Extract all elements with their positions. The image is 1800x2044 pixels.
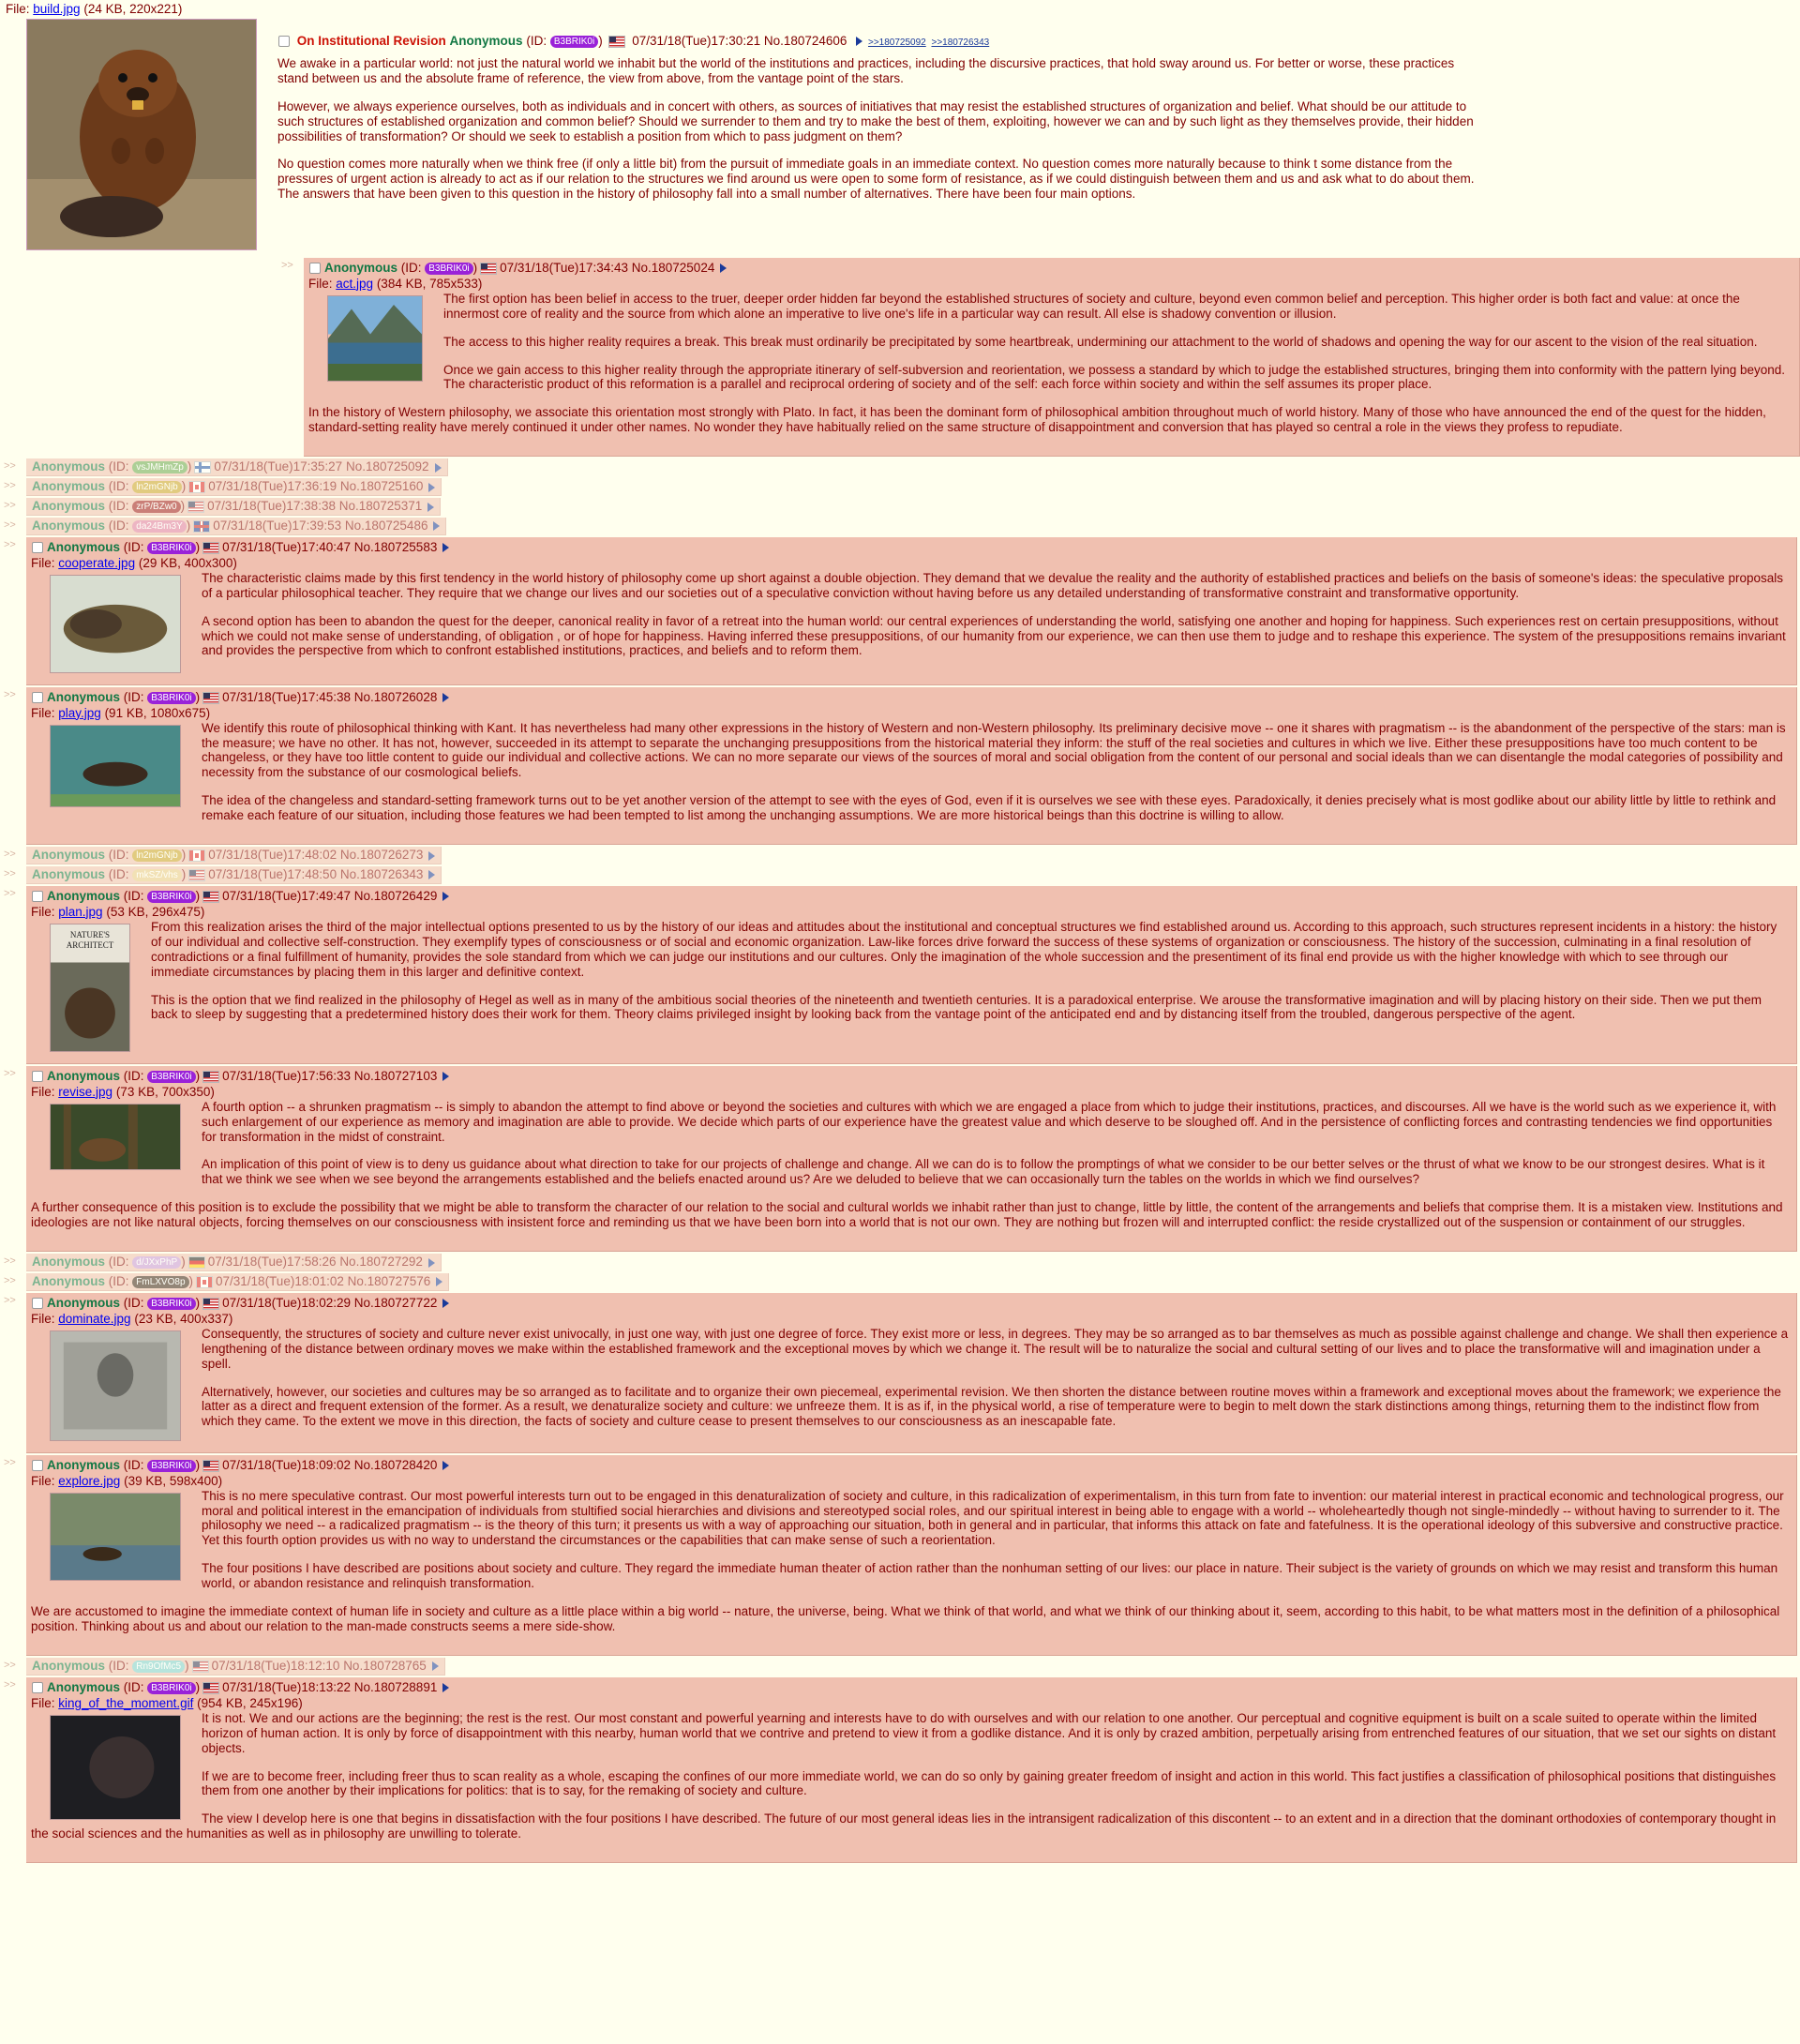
reply-row [0,537,1800,685]
poster-id[interactable]: B3BRIK0i [147,1682,195,1694]
post-thumbnail[interactable] [50,1493,181,1581]
select-checkbox[interactable] [309,263,321,274]
post-paragraph: This is the option that we find realized in the philosophy of Hegel as well as in many of the ambitious social theories of the nineteenth and twentieth centuries. It is a paradoxical enterprise. We arouse the transformative imagination and will by placing history on their side. Then we put them back to sleep by suggesting that a predetermined history does their work for them. Theory claims privileged insight by looking back from the vantage point of the anticipated end and by distancing itself from the troubled, dangerous perspective of the agent. [151,992,1762,1022]
reply-header: Anonymous (ID: vsJMHmZp ) 07/31/18(Tue)17:35:27 No.180725092 [32,459,442,474]
reply-header: Anonymous (ID: B3BRIK0i ) 07/31/18(Tue)18:13:22 No.180728891 [31,1680,1789,1695]
post-message [308,292,1792,448]
reply-post [26,1293,1797,1453]
poster-name: Anonymous [47,539,121,554]
file-info: File: king_of_the_moment.gif (954 KB, 245x196) [31,1695,303,1710]
select-checkbox[interactable] [32,692,43,703]
post-message [31,721,1789,837]
file-info: File: revise.jpg (73 KB, 700x350) [31,1084,215,1099]
gb-flag-icon [193,520,210,533]
poster-id[interactable]: B3BRIK0i [147,1071,195,1083]
hidden-reply [26,1658,445,1676]
post-menu-arrow-icon[interactable] [442,892,449,901]
hidden-reply [26,498,441,516]
file-link[interactable]: explore.jpg [58,1473,121,1488]
poster-id[interactable]: vsJMHmZp [132,461,188,473]
select-checkbox[interactable] [32,1071,43,1082]
us-flag-icon [202,891,219,903]
file-link[interactable]: plan.jpg [58,904,103,919]
post-paragraph: The four positions I have described are positions about society and culture. They regard the immediate human theater of action rather than the nonhuman setting of our lives: our place in nature. Their subject is the variety of grounds on which we may resist and transform this human world, or abandon resistance and relinquish transformation. [202,1561,1778,1591]
reply-post [26,1455,1797,1656]
reply-arrows: >> [4,868,16,880]
post-paragraph: We are accustomed to imagine the immediate context of human life in society and culture as a little place within a big world -- nature, the universe, being. What we think of that world, and what we think of our thinking about it, seem, according to this habit, to be what matters most in the definition of a philosophical position. Thinking about us and about our relation to the man-made constructs seems a mere side-show. [31,1604,1780,1634]
post-paragraph: An implication of this point of view is to deny us guidance about what direction to take for our projects of challenge and change. All we can do is to follow the promptings of what we consider to be our better selves or the thrust of what we know to be our strongest desires. What is it that we think we see when we see beyond the arrangements established and the beliefs enacted around us? Are we deluded to believe that we can occasionally turn the tables on the worlds in which we find ourselves? [202,1157,1765,1187]
us-flag-icon [202,1298,219,1310]
post-thumbnail[interactable] [50,1715,181,1820]
post-menu-arrow-icon[interactable] [442,1683,449,1692]
op-file-info: File: build.jpg (24 KB, 220x221) [6,2,183,16]
hidden-reply [26,458,448,476]
file-info: File: dominate.jpg (23 KB, 400x337) [31,1311,233,1326]
reply-arrows: >> [4,1067,16,1079]
reply-header: Anonymous (ID: B3BRIK0i ) 07/31/18(Tue)17:45:38 No.180726028 [31,690,1789,705]
poster-name: Anonymous [32,499,106,514]
reply-row [0,866,1800,884]
post-number[interactable]: No.180728420 [353,1457,438,1472]
reply-post [26,687,1797,845]
post-number[interactable]: No.180727576 [347,1274,431,1289]
file-info: File: plan.jpg (53 KB, 296x475) [31,904,205,919]
us-flag-icon [202,1071,219,1083]
post-datetime: 07/31/18(Tue)17:36:19 [208,479,338,494]
reply-arrows: >> [4,849,16,861]
post-number[interactable]: No.180725092 [345,459,429,474]
op-subject: On Institutional Revision [296,33,446,48]
reply-header: Anonymous (ID: zrP/BZw0 ) 07/31/18(Tue)17:38:38 No.180725371 [32,499,434,514]
post-message [31,1100,1789,1243]
post-paragraph: The first option has been belief in access to the truer, deeper order hidden far beyond the established structures of society and culture, beyond even common belief and perception. This higher order is both fact and value: at once the innermost core of reality and the source from which alone an imperative to live one's life in a particular way can result. All else is shadowy convention or illusion. [443,291,1740,321]
reply-header: Anonymous (ID: Rn9OfMc5 ) 07/31/18(Tue)18:12:10 No.180728765 [32,1659,439,1674]
reply-arrows: >> [4,1456,16,1468]
post-number[interactable]: No.180725160 [339,479,424,494]
post-menu-arrow-icon[interactable] [432,1661,439,1671]
hidden-reply [26,866,442,884]
reply-row [0,847,1800,864]
post-thumbnail[interactable] [50,1104,181,1170]
file-info: File: play.jpg (91 KB, 1080x675) [31,705,211,720]
ca-flag-icon [196,1276,213,1288]
reply-arrows: >> [4,519,16,531]
post-datetime: 07/31/18(Tue)17:48:50 [208,867,338,882]
reply-post [304,258,1800,457]
reply-row [0,1658,1800,1676]
reply-arrows: >> [281,259,293,271]
post-thumbnail[interactable] [327,295,423,382]
poster-name: Anonymous [32,1274,106,1289]
post-number[interactable]: No.180726273 [339,848,424,863]
post-datetime: 07/31/18(Tue)18:13:22 [222,1679,351,1694]
post-menu-arrow-icon[interactable] [436,1277,442,1286]
post-message [31,1711,1789,1855]
reply-arrows: >> [4,1660,16,1672]
op-paragraph: No question comes more naturally when we think free (if only a little bit) from the pursuit of immediate goals in an immediate context. No question comes more naturally because to think t some distance from the pressures of urgent action is already to act as if our relation to the structures we find around us were open to some form of resistance, as if we could distinguish between them and us and ask what to do about them. The answers that have been given to this question in the history of philosophy fall into a small number of alternatives. There have been four main options. [278,157,1475,202]
post-paragraph: In the history of Western philosophy, we associate this orientation most strongly with Plato. In fact, it has been the dominant form of philosophical ambition throughout much of world history. Many of those who have announced the end of the quest for the hidden, standard-setting reality have merely continued it under other names. No wonder they have habitually relied on the same structure of disappointment and conversion that has played so central a role in the views they profess to repudiate. [308,405,1766,435]
ca-flag-icon [188,849,205,862]
post-datetime: 07/31/18(Tue)17:35:27 [214,459,343,474]
reply-post [26,1066,1797,1252]
poster-name: Anonymous [324,260,398,275]
de-flag-icon [188,1256,205,1269]
post-menu-arrow-icon[interactable] [442,543,449,552]
post-number[interactable]: No.180725583 [353,539,438,554]
poster-name: Anonymous [32,867,106,882]
reply-header: Anonymous (ID: B3BRIK0i ) 07/31/18(Tue)17:49:47 No.180726429 [31,889,1789,904]
post-paragraph: From this realization arises the third of the major intellectual options presented to us by the history of our ideas and attitudes about the institutional and conceptual structures we find established around us. According to this approach, such structures represent incidents in a history: the history of our individual and collective self-construction. They exemplify types of consciousness or of social and economic organization. Law-like forces drive forward the success of these systems of organization or consciousness. The history of the succession, culminating in a final resolution of contradictions or a final fulfillment of humanity, provides the sole standard from which we can judge our institutions and our cultures. Only the imagination of the whole succession and the presentiment of its final end provide us with the higher knowledge with which to see through our immediate circumstances by placing them in this larger and definitive context. [151,919,1778,979]
post-paragraph: The idea of the changeless and standard-setting framework turns out to be yet another version of the attempt to see with the eyes of God, even if it is ourselves we see with these eyes. Paradoxically, it denies precisely what is most godlike about our ability little by little to rethink and remake each feature of our situation, including those features we had been tempted to list among the unchanging assumptions. We are more historical beings than this doctrine is willing to allow. [202,793,1777,823]
poster-name: Anonymous [32,459,106,474]
reply-arrows: >> [4,500,16,512]
post-number[interactable]: No.180727103 [353,1068,438,1083]
poster-id[interactable]: ln2mGNjb [132,481,181,493]
poster-name: Anonymous [47,1457,121,1472]
op-poster-name: Anonymous [449,33,523,48]
reply-arrows: >> [4,887,16,899]
post-thumbnail[interactable] [50,1330,181,1441]
post-menu-arrow-icon[interactable] [428,483,435,492]
post-datetime: 07/31/18(Tue)17:56:33 [222,1068,351,1083]
post-paragraph: A fourth option -- a shrunken pragmatism -- is simply to abandon the attempt to find above or beyond the societies and cultures with which we are engaged a place from which to judge their institutions, practices, and discourses. All we have is the world such as we experience it, with such enlargement of our experience as memory and imagination are able to provide. We decide which parts of our experience have the greatest value and which deserve to be sloughed off. And in the persistence of conflicting forces and contrasting tendencies we find opportunities for transformation in the midst of constraint. [202,1099,1777,1144]
reply-row [0,886,1800,1064]
reply-header: Anonymous (ID: B3BRIK0i ) 07/31/18(Tue)17:34:43 No.180725024 [308,261,1792,276]
file-link[interactable]: revise.jpg [58,1084,113,1099]
reply-row [0,1273,1800,1291]
poster-name: Anonymous [47,1295,121,1310]
post-number[interactable]: No.180726028 [353,689,438,704]
file-link[interactable]: cooperate.jpg [58,555,136,570]
post-datetime: 07/31/18(Tue)17:45:38 [222,689,351,704]
reply-arrows: >> [4,688,16,700]
select-checkbox[interactable] [32,1682,43,1693]
poster-name: Anonymous [32,1255,106,1270]
reply-post [26,537,1797,685]
post-message [31,920,1789,1056]
reply-row [0,518,1800,535]
poster-name: Anonymous [47,1679,121,1694]
poster-id[interactable]: B3BRIK0i [147,1298,195,1310]
reply-header: Anonymous (ID: ln2mGNjb ) 07/31/18(Tue)17:36:19 No.180725160 [32,479,435,494]
hidden-reply [26,478,442,496]
post-paragraph: We identify this route of philosophical thinking with Kant. It has nevertheless had many other expressions in the history of Western and non-Western philosophy. Its preliminary decisive move -- one it shares with pragmatism -- is the abandonment of the perspective of the stars: man is the measure; we have no other. It has not, however, succeeded in its attempt to separate the unchanging presuppositions from the historical material they inform: the stuff of the real societies and cultures in which we live. Either these presuppositions have too much content to be changeless, or they have too little content to guide our individual and collective actions. We can no more separate our views of the sources of moral and social obligation from the content of our personal and social ideals than we can disentangle the modal categories of possibility and necessity from the substance of our cosmological beliefs. [202,720,1786,780]
post-number[interactable]: No.180726343 [339,867,424,882]
poster-name: Anonymous [47,888,121,903]
file-link[interactable]: king_of_the_moment.gif [58,1695,194,1710]
poster-name: Anonymous [47,689,121,704]
post-datetime: 07/31/18(Tue)17:34:43 [500,260,628,275]
hidden-reply [26,1254,442,1271]
post-paragraph: The access to this higher reality requires a break. This break must ordinarily be precipitated by some heartbreak, undermining our attachment to the world of shadows and opening the way for our ascent to the vision of the real situation. [443,334,1758,349]
post-number[interactable]: No.180727722 [353,1295,438,1310]
post-paragraph: Once we gain access to this higher reality through the appropriate itinerary of self-subversion and reorientation, we possess a standard by which to judge the established structures, bringing them into conformity with the pattern lying beyond. The characteristic product of this reformation is a parallel and reciprocal ordering of society and of the self: each force within society and within the self assumes its proper place. [443,362,1786,392]
poster-id[interactable]: da24Bm3Y [132,520,186,533]
post-number[interactable]: No.180728765 [343,1659,427,1674]
reply-row [0,1254,1800,1271]
post-menu-arrow-icon[interactable] [442,1299,449,1308]
reply-row [0,478,1800,496]
op-header: On Institutional Revision Anonymous (ID: B3BRIK0i ) 07/31/18(Tue)17:30:21 No.180724606 >>180725092 >>180726343 [6,17,1791,49]
post-datetime: 07/31/18(Tue)18:02:29 [222,1295,351,1310]
reply-header: Anonymous (ID: B3BRIK0i ) 07/31/18(Tue)17:40:47 No.180725583 [31,540,1789,555]
file-link[interactable]: act.jpg [336,276,374,291]
us-flag-icon [480,263,497,275]
reply-row [0,1677,1800,1863]
post-menu-arrow-icon[interactable] [720,263,727,273]
poster-id[interactable]: B3BRIK0i [147,891,195,903]
poster-id[interactable]: d/JXxPhP [132,1256,181,1269]
post-number[interactable]: No.180725371 [338,499,423,514]
hidden-reply [26,847,442,864]
post-datetime: 07/31/18(Tue)17:40:47 [222,539,351,554]
post-paragraph: This is no mere speculative contrast. Our most powerful interests turn out to be engaged in this denaturalization of society and culture, in this radicalization of experimentalism, in this turn from fate to invention: our material interest in practical economic and technological progress, our moral and political interest in the emancipation of individuals from stultified social hierarchies and divisions and stereotyped social roles, and our spiritual interest in being able to engage with a world -- wholeheartedly though not single-mindedly -- without having to surrender to it. The philosophy we need -- a radicalized pragmatism -- is the theory of this turn; it presents us with a way of approaching our situation, both in general and in particular, that informs this attack on fate and fatefulness. It is the operational ideology of this subversive and constructive practice. Yet this fourth option provides us with no way to understand the circumstances or the capabilities that can make sense of such a reorientation. [202,1488,1784,1548]
post-menu-arrow-icon[interactable] [435,463,442,473]
select-checkbox[interactable] [32,542,43,553]
poster-id[interactable]: B3BRIK0i [147,1460,195,1472]
poster-id[interactable]: ln2mGNjb [132,849,181,862]
reply-row [0,1066,1800,1252]
replies-list [0,258,1800,1863]
reply-header: Anonymous (ID: mkSZ/vhs ) 07/31/18(Tue)17:48:50 No.180726343 [32,867,435,882]
post-thumbnail[interactable] [50,575,181,673]
file-link[interactable]: play.jpg [58,705,101,720]
post-datetime: 07/31/18(Tue)17:58:26 [207,1255,337,1270]
post-thumbnail[interactable] [50,924,130,1052]
op-paragraph: However, we always experience ourselves, both as individuals and in concert with others, as sources of initiatives that may resist the established structures of organization and belief. What should be our attitude to such structures of established organization and common belief? Should we surrender to them and try to make the best of them, exploiting, however we can and by such light as they themselves provide, their hidden possibilities of transformation? Or should we seek to establish a position from which to pass judgment on them? [278,98,1474,143]
poster-id[interactable]: B3BRIK0i [147,692,195,704]
reply-row [0,1455,1800,1656]
post-number[interactable]: No.180728891 [353,1679,438,1694]
reply-header: Anonymous (ID: FmLXVO8p ) 07/31/18(Tue)18:01:02 No.180727576 [32,1274,442,1289]
op-message [6,56,1791,202]
reply-row [0,498,1800,516]
post-datetime: 07/31/18(Tue)17:49:47 [222,888,351,903]
reply-arrows: >> [4,538,16,550]
select-checkbox[interactable] [32,1460,43,1471]
post-datetime: 07/31/18(Tue)17:39:53 [213,518,342,533]
op-paragraph: We awake in a particular world: not just the natural world we inhabit but the world of the institutions and practices, including the discursive practices, that hold sway around us. For better or worse, these practices stand between us and the absolute frame of reference, the view from above, from the vantage point of the stars. [278,55,1455,85]
us-flag-icon [188,869,205,881]
us-flag-icon [202,692,219,704]
file-info: File: explore.jpg (39 KB, 598x400) [31,1473,223,1488]
poster-id[interactable]: zrP/BZw0 [132,501,180,513]
post-datetime: 07/31/18(Tue)18:01:02 [216,1274,344,1289]
us-flag-icon [202,1682,219,1694]
post-paragraph: A second option has been to abandon the quest for the deeper, canonical reality in favor of a retreat into the human world: our central experiences of understanding the world, satisfying one another and hoping for happiness. Such experiences rest on certain presuppositions, without which we could not make sense of understanding, of obligation , or of hope for happiness. Having inferred these presuppositions, of our humanity from our experience, we can then use them to judge and to reshape this experience. The system of the presuppositions remains invariant and provides the perspective from which to confront established institutions, practices, and beliefs and to reform them. [202,613,1786,658]
post-paragraph: The view I develop here is one that begins in dissatisfaction with the four positions I have described. The future of our most general ideas lies in the intransigent radicalization of this discontent -- to an extent and in a direction that the dominant orthodoxies of contemporary thought in the social sciences and the humanities as well as in philosophy are unwilling to tolerate. [31,1811,1777,1841]
op-thumbnail-beaver[interactable] [26,19,257,250]
reply-arrows: >> [4,1255,16,1268]
post-menu-arrow-icon[interactable] [442,1461,449,1470]
post-datetime: 07/31/18(Tue)18:12:10 [211,1659,340,1674]
post-paragraph: It is not. We and our actions are the beginning; the rest is the rest. Our most constant and powerful yearning and interests have to do with ourselves and with our relation to one another. Our perceptual and cognitive equipment is built on a scale suited to operate within the limited horizon of human action. It is only by force of disappointment with this nearby, human world that we contrive and pretend to view it from a godlike distance. And it is only by crazed ambition, perpetually arising from entrenched features of our situation, that we set our sights on distant objects. [202,1710,1777,1755]
fi-flag-icon [194,461,211,473]
post-message [31,1489,1789,1647]
post-menu-arrow-icon[interactable] [428,1258,435,1268]
post-number[interactable]: No.180726429 [353,888,438,903]
post-paragraph: Consequently, the structures of society and culture never exist univocally, in just one way, with just one degree of force. They exist more or less, in degrees. They may be so arranged as to bar themselves as much as possible against challenge and change. We shall then experience a lengthening of the distance between ordinary moves we make within the established framework and the exceptional moves by which we change it. The result will be to naturalize the social and cultural setting of our lives and to place the transformative will and imagination under a spell. [202,1326,1789,1371]
post-number[interactable]: No.180725024 [631,260,715,275]
reply-row [278,258,1800,457]
poster-name: Anonymous [32,848,106,863]
us-flag-icon [188,501,204,513]
hidden-reply [26,518,446,535]
poster-id[interactable]: B3BRIK0i [147,542,195,554]
poster-name: Anonymous [32,518,106,533]
reply-post [26,1677,1797,1863]
poster-name: Anonymous [47,1068,121,1083]
op-backlinks [866,34,989,48]
post-number[interactable]: No.180727292 [339,1255,423,1270]
reply-row [0,1293,1800,1453]
backlink[interactable]: >>180725092 [867,37,926,48]
reply-arrows: >> [4,460,16,473]
post-menu-arrow-icon[interactable] [428,503,434,512]
select-checkbox[interactable] [32,891,43,902]
reply-arrows: >> [4,1294,16,1306]
ca-flag-icon [188,481,205,493]
reply-row [0,687,1800,845]
op-file-link[interactable]: build.jpg [33,2,81,16]
reply-header: Anonymous (ID: d/JXxPhP ) 07/31/18(Tue)17:58:26 No.180727292 [32,1255,435,1270]
post-datetime: 07/31/18(Tue)17:48:02 [208,848,338,863]
post-number[interactable]: No.180725486 [344,518,428,533]
post-paragraph: A further consequence of this position is to exclude the possibility that we might be able to transform the character of our relation to the social and cultural worlds we inhabit rather than just to change, little by little, the content of the arrangements and beliefs that comprise them. It is a mistaken view. Institutions and ideologies are not like natural objects, forcing themselves on our consciousness with insistent force and reminding us that we have been born into a world that is not our own. They are nothing but frozen will and interrupted conflict: the reside crystallized out of the suspension or containment of our struggles. [31,1200,1783,1230]
op-post-number[interactable]: No.180724606 [763,33,848,48]
poster-id[interactable]: B3BRIK0i [425,263,472,275]
post-menu-arrow-icon[interactable] [442,693,449,702]
post-menu-arrow-icon[interactable] [428,870,435,879]
reply-header: Anonymous (ID: B3BRIK0i ) 07/31/18(Tue)18:09:02 No.180728420 [31,1458,1789,1473]
us-flag-icon [202,542,219,554]
op-post [0,0,1800,256]
reply-arrows: >> [4,480,16,492]
post-paragraph: If we are to become freer, including freer thus to scan reality as a whole, escaping the confines of our more immediate world, we can do so only by gaining greater freedom of insight and action in this world. This fact justifies a classification of philosophical positions that distinguishes them from one another by their implications for politics: that is to say, for the remaking of society and culture. [202,1768,1777,1798]
post-menu-arrow-icon[interactable] [856,37,862,46]
op-select-checkbox[interactable] [278,36,290,47]
poster-id[interactable]: mkSZ/vhs [132,869,181,881]
op-poster-id[interactable]: B3BRIK0i [550,36,598,48]
post-menu-arrow-icon[interactable] [428,851,435,861]
post-datetime: 07/31/18(Tue)17:38:38 [207,499,336,514]
post-menu-arrow-icon[interactable] [433,521,440,531]
us-flag-icon [202,1460,219,1472]
reply-post [26,886,1797,1064]
us-flag-icon [192,1661,209,1673]
poster-name: Anonymous [32,479,106,494]
post-message [31,571,1789,677]
hidden-reply [26,1273,449,1291]
reply-header: Anonymous (ID: B3BRIK0i ) 07/31/18(Tue)18:02:29 No.180727722 [31,1296,1789,1311]
post-menu-arrow-icon[interactable] [442,1072,449,1081]
op-datetime: 07/31/18(Tue)17:30:21 [632,33,761,48]
file-info: File: cooperate.jpg (29 KB, 400x300) [31,555,237,570]
file-link[interactable]: dominate.jpg [58,1311,131,1326]
reply-header: Anonymous (ID: B3BRIK0i ) 07/31/18(Tue)17:56:33 No.180727103 [31,1069,1789,1084]
reply-header: Anonymous (ID: ln2mGNjb ) 07/31/18(Tue)17:48:02 No.180726273 [32,848,435,863]
backlink[interactable]: >>180726343 [931,37,990,48]
reply-arrows: >> [4,1275,16,1287]
us-flag-icon [608,36,625,48]
select-checkbox[interactable] [32,1298,43,1309]
post-message [31,1327,1789,1445]
post-paragraph: Alternatively, however, our societies and cultures may be so arranged as to facilitate and to organize their own piecemeal, experimental revision. We then shorten the distance between routine moves within a framework and exceptional moves about the framework; we experience the latter as a direct and frequent extension of the former. As a result, we denaturalize society and culture: we unfreeze them. It is as if, in the physical world, a rise of temperature were to begin to melt down the stark distinctions among things, returning them to the indistinct flow from which they came. To the extent we move in this direction, the facts of society and culture cease to present themselves to our consciousness as an inescapable fate. [202,1384,1781,1429]
poster-id[interactable]: Rn9OfMc5 [132,1661,185,1673]
file-info: File: act.jpg (384 KB, 785x533) [308,276,483,291]
poster-id[interactable]: FmLXVO8p [132,1276,188,1288]
reply-row [0,458,1800,476]
post-datetime: 07/31/18(Tue)18:09:02 [222,1457,351,1472]
post-thumbnail[interactable] [50,725,181,807]
reply-arrows: >> [4,1678,16,1691]
svg-text:ARCHITECT: ARCHITECT [66,939,114,950]
post-paragraph: The characteristic claims made by this first tendency in the world history of philosophy come up short against a double objection. They demand that we devalue the reality and the authority of established practices and beliefs on the basis of someone's ideas: the speculative proposals of a particular philosophical teacher. They require that we change our lives and our societies out of a speculative conviction without having before us any detailed understanding of transformative constraint and transformative opportunity. [202,570,1784,600]
svg-text:NATURE'S: NATURE'S [69,929,111,939]
reply-header: Anonymous (ID: da24Bm3Y ) 07/31/18(Tue)17:39:53 No.180725486 [32,519,440,534]
poster-name: Anonymous [32,1659,106,1674]
